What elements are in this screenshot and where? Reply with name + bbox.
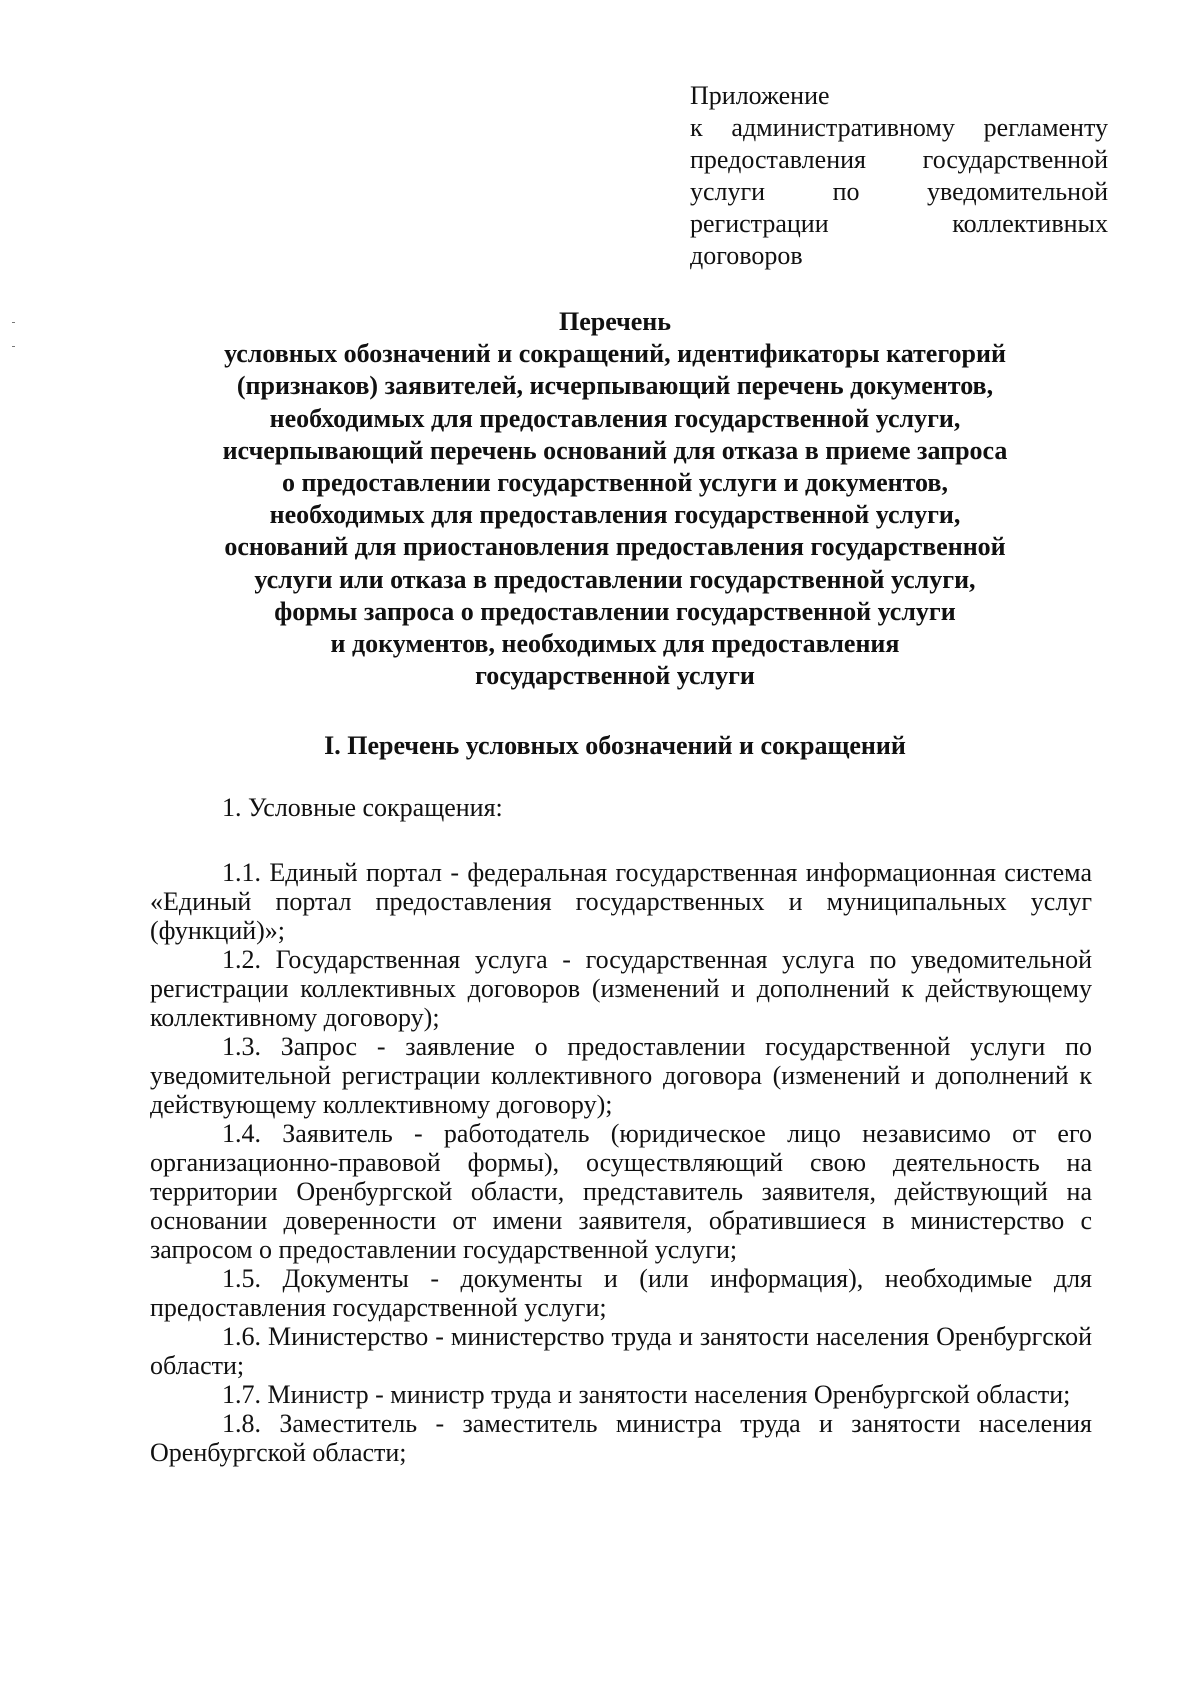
- section-heading: I. Перечень условных обозначений и сокращений: [324, 731, 906, 760]
- document-title: [150, 306, 1080, 692]
- title-line: Перечень: [558, 307, 672, 336]
- title-line: государственной услуги: [475, 661, 755, 691]
- list-item: 1.7. Министр - министр труда и занятости населения Оренбургской области;: [222, 1380, 1071, 1409]
- title-line: необходимых для предоставления государственной услуги,: [269, 403, 961, 433]
- appendix-heading: Приложение: [690, 81, 830, 110]
- appendix-block: [690, 80, 1108, 272]
- section-intro: 1. Условные сокращения:: [222, 793, 503, 822]
- list-item: 1.8. Заместитель - заместитель министра труда и занятости населения Оренбургской области;: [150, 1409, 1092, 1467]
- title-line: и документов, необходимых для предоставления: [330, 629, 900, 659]
- appendix-line: договоров: [690, 241, 803, 270]
- list-item: 1.6. Министерство - министерство труда и занятости населения Оренбургской области;: [150, 1322, 1092, 1380]
- title-line: необходимых для предоставления государственной услуги,: [269, 500, 961, 530]
- abbreviations-list: [150, 858, 1092, 1467]
- list-item: 1.3. Запрос - заявление о предоставлении государственной услуги по уведомительной регистрации коллективного договора (изменений и дополнений к действующему коллективному договору);: [150, 1032, 1092, 1119]
- scan-mark: [12, 322, 15, 323]
- list-item: 1.5. Документы - документы и (или информация), необходимые для предоставления государственной услуги;: [150, 1264, 1092, 1322]
- title-line: исчерпывающий перечень оснований для отказа в приеме запроса: [222, 435, 1008, 465]
- title-line: оснований для приостановления предоставления государственной: [224, 532, 1006, 562]
- title-line: услуги или отказа в предоставлении государственной услуги,: [254, 564, 976, 594]
- title-line: формы запроса о предоставлении государственной услуги: [274, 596, 956, 626]
- list-item: 1.2. Государственная услуга - государственная услуга по уведомительной регистрации коллективных договоров (изменений и дополнений к действующему коллективному договору);: [150, 945, 1092, 1032]
- title-line: (признаков) заявителей, исчерпывающий перечень документов,: [236, 371, 994, 401]
- appendix-line: предоставления государственной: [690, 145, 1108, 174]
- scan-mark: [12, 346, 15, 347]
- title-line: о предоставлении государственной услуги и документов,: [282, 468, 948, 498]
- appendix-line: регистрации коллективных: [690, 209, 1108, 238]
- title-line: условных обозначений и сокращений, идентификаторы категорий: [224, 339, 1006, 369]
- appendix-line: услуги по уведомительной: [690, 177, 1108, 206]
- list-item: 1.4. Заявитель - работодатель (юридическое лицо независимо от его организационно-правовой формы), осуществляющий свою деятельность на территории Оренбургской области, представитель заявителя, действующий на основании доверенности от имени заявителя, обратившиеся в министерство с запросом о предоставлении государственной услуги;: [150, 1119, 1092, 1264]
- list-item: 1.1. Единый портал - федеральная государственная информационная система «Единый портал предоставления государственных и муниципальных услуг (функций)»;: [150, 858, 1092, 945]
- appendix-line: к административному регламенту: [690, 113, 1108, 142]
